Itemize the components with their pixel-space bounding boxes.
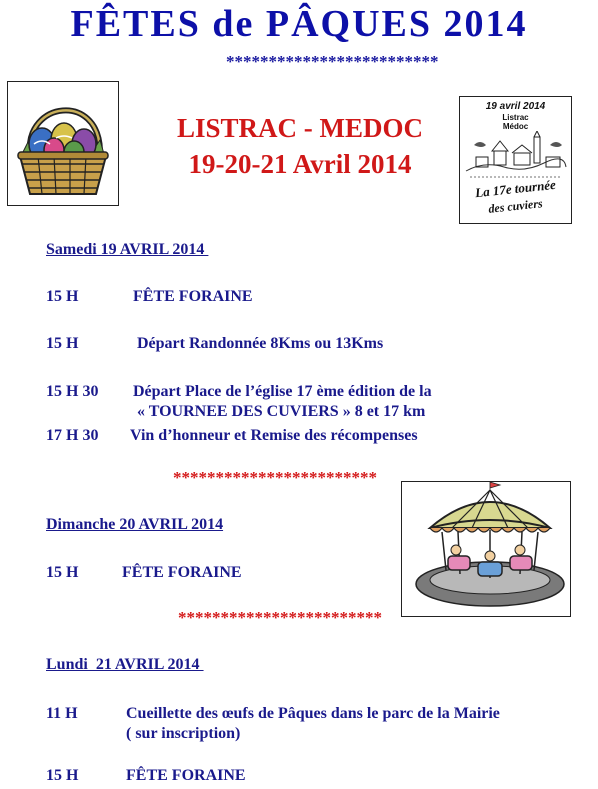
logo-town-1: Listrac [502, 113, 529, 122]
carousel-icon [402, 482, 570, 616]
samedi-item-4 [0, 427, 598, 447]
samedi-item-3 [0, 383, 598, 423]
item-text: Départ Randonnée 8Kms ou 13Kms [137, 335, 384, 352]
dimanche-heading: Dimanche 20 AVRIL 2014 [46, 516, 224, 533]
samedi-heading: Samedi 19 AVRIL 2014 [46, 241, 209, 258]
item-time: 17 H 30 [46, 427, 99, 444]
easter-basket-image [7, 81, 119, 206]
page-title: FÊTES de PÂQUES 2014 [70, 3, 528, 45]
stars-divider-red-2: ************************ [178, 608, 382, 627]
item-time: 15 H 30 [46, 383, 99, 400]
item-text: Vin d’honneur et Remise des récompenses [130, 427, 418, 444]
stars-divider-top: ************************* [226, 52, 439, 71]
item-time: 15 H [46, 767, 79, 784]
item-time: 11 H [46, 705, 78, 722]
easter-basket-icon [8, 82, 118, 205]
logo-town-2: Médoc [502, 122, 529, 131]
lundi-item-1 [0, 705, 598, 745]
logo-cuviers-line: des cuviers [487, 196, 544, 216]
item-time: 15 H [46, 335, 79, 352]
stars-divider-red-1: ************************ [173, 468, 377, 487]
item-text: FÊTE FORAINE [133, 288, 253, 305]
logo-date: 19 avril 2014 [485, 101, 546, 112]
carousel-image [401, 481, 571, 617]
item-time: 15 H [46, 564, 79, 581]
event-dates: 19-20-21 Avril 2014 [188, 149, 412, 179]
tournee-cuviers-logo [459, 96, 572, 224]
item-text-continued: ( sur inscription) [126, 725, 241, 742]
item-text: FÊTE FORAINE [126, 767, 246, 784]
dimanche-item-1 [0, 564, 598, 584]
lundi-item-2 [0, 767, 598, 787]
samedi-item-1 [0, 288, 598, 308]
item-text: FÊTE FORAINE [122, 564, 242, 581]
lundi-heading: Lundi 21 AVRIL 2014 [46, 656, 204, 673]
item-text-continued: « TOURNEE DES CUVIERS » 8 et 17 km [137, 403, 426, 420]
item-text: Départ Place de l’église 17 ème édition de la [133, 383, 432, 400]
item-time: 15 H [46, 288, 79, 305]
samedi-item-2 [0, 335, 598, 355]
item-text: Cueillette des œufs de Pâques dans le parc de la Mairie [126, 705, 500, 722]
logo-tournee-line: La 17e tournée [474, 176, 557, 201]
town-name: LISTRAC - MEDOC [176, 113, 424, 143]
village-sketch-icon [464, 131, 568, 183]
